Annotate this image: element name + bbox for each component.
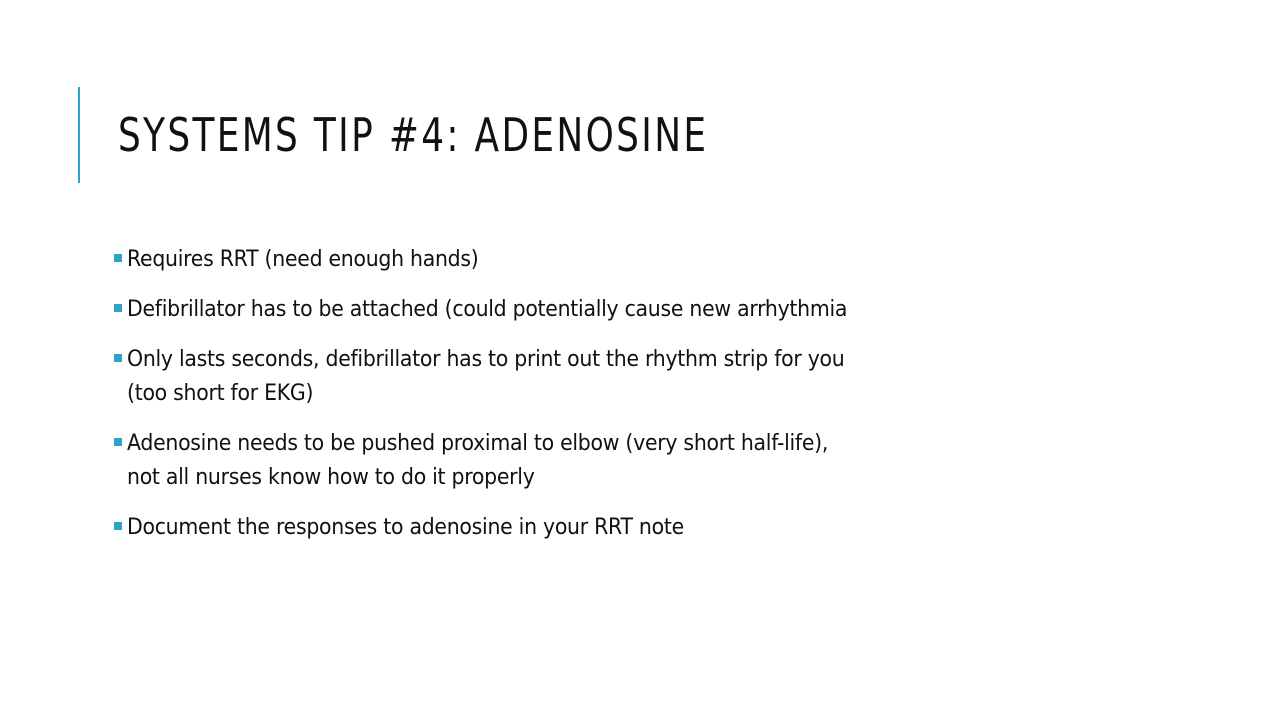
bullet-item (114, 243, 1034, 277)
bullet-text: Only lasts seconds, defibrillator has to print out the rhythm strip for you (too short for EKG) (127, 347, 845, 406)
bullet-text: Requires RRT (need enough hands) (127, 247, 479, 272)
bullet-text: Defibrillator has to be attached (could potentially cause new arrhythmia (127, 297, 848, 322)
title-accent-rule (78, 87, 80, 183)
bullet-item (114, 511, 1034, 545)
bullet-text: Document the responses to adenosine in your RRT note (127, 515, 684, 540)
slide-title: SYSTEMS TIP #4: ADENOSINE (118, 108, 709, 162)
square-bullet-icon (114, 438, 122, 446)
bullet-item (114, 343, 1034, 411)
bullet-item (114, 293, 1034, 327)
square-bullet-icon (114, 354, 122, 362)
square-bullet-icon (114, 304, 122, 312)
bullet-item (114, 427, 1034, 495)
square-bullet-icon (114, 522, 122, 530)
bullet-text: Adenosine needs to be pushed proximal to elbow (very short half-life), not all nurses know how to do it properly (127, 431, 829, 490)
bullet-list (114, 243, 1034, 561)
square-bullet-icon (114, 254, 122, 262)
